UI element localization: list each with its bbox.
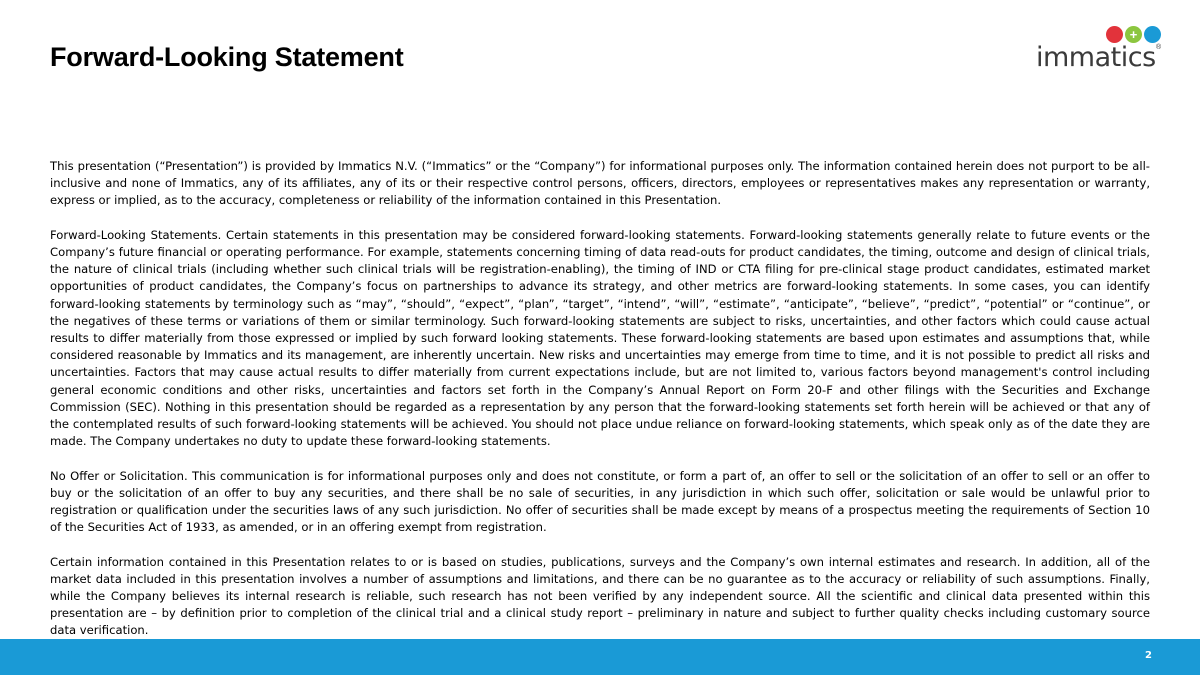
disclaimer-body [50,158,1150,640]
paragraph-no-offer: No Offer or Solicitation. This communication is for informational purposes only and does not constitute, or form a part of, an offer to sell or the solicitation of an offer to sell or an offer to buy or the solicitation of an offer to buy any securities, and there shall be no sale of securities, in any jurisdiction in which such offer, solicitation or sale would be unlawful prior to registration or qualification under the securities laws of any such jurisdiction. No offer of securities shall be made except by means of a prospectus meeting the requirements of Section 10 of the Securities Act of 1933, as amended, or in an offering exempt from registration. [50,468,1150,535]
page-number: 2 [1145,650,1152,661]
paragraph-intro: This presentation (“Presentation”) is provided by Immatics N.V. (“Immatics” or the “Company”) for informational purposes only. The information contained herein does not purport to be all-inclusive and none of Immatics, any of its affiliates, any of its or their respective control persons, officers, directors, employees or representatives makes any representation or warranty, express or implied, as to the accuracy, completeness or reliability of the information contained in this Presentation. [50,159,1150,208]
logo-wordmark: immatics [1036,42,1156,73]
footer-bar [0,639,1200,675]
paragraph-market-data: Certain information contained in this Presentation relates to or is based on studies, publications, surveys and the Company’s own internal estimates and research. In addition, all of the market data included in this presentation involves a number of assumptions and limitations, and there can be no guarantee as to the accuracy or reliability of such assumptions. Finally, while the Company believes its internal research is reliable, such research has not been verified by any independent source. All the scientific and clinical data presented within this presentation are – by definition prior to completion of the clinical trial and a clinical study report – preliminary in nature and subject to further quality checks including customary source data verification. [50,554,1150,638]
slide-title: Forward-Looking Statement [50,42,404,72]
logo-blue-dot-icon [1144,26,1161,43]
logo-red-dot-icon [1106,26,1123,43]
logo-registered-mark: ® [1156,44,1162,51]
paragraph-forward-looking: Forward-Looking Statements. Certain statements in this presentation may be considered forward-looking statements. Forward-looking statements generally relate to future events or the Company’s future financial or operating performance. For example, statements concerning timing of data read-outs for product candidates, the timing, outcome and design of clinical trials, the nature of clinical trials (including whether such clinical trials will be registration-enabling), the timing of IND or CTA filing for pre-clinical stage product candidates, estimated market opportunities of product candidates, the Company’s focus on partnerships to advance its strategy, and other metrics are forward-looking statements. In some cases, you can identify forward-looking statements by terminology such as “may”, “should”, “expect”, “plan”, “target”, “intend”, “will”, “estimate”, “anticipate”, “believe”, “predict”, “potential” or “continue”, or the negatives of these terms or variations of them or similar terminology. Such forward-looking statements are subject to risks, uncertainties, and other factors which could cause actual results to differ materially from those expressed or implied by such forward looking statements. These forward-looking statements are based upon estimates and assumptions that, while considered reasonable by Immatics and its management, are inherently uncertain. New risks and uncertainties may emerge from time to time, and it is not possible to predict all risks and uncertainties. Factors that may cause actual results to differ materially from current expectations include, but are not limited to, various factors beyond management's control including general economic conditions and other risks, uncertainties and factors set forth in the Company’s Annual Report on Form 20-F and other filings with the Securities and Exchange Commission (SEC). Nothing in this presentation should be regarded as a representation by any person that the forward-looking statements set forth herein will be achieved or that any of the contemplated results of such forward-looking statements will be achieved. You should not place undue reliance on forward-looking statements, which speak only as of the date they are made. The Company undertakes no duty to update these forward-looking statements. [50,227,1150,449]
logo-plus-icon: + [1129,27,1138,42]
immatics-logo [1032,24,1164,74]
